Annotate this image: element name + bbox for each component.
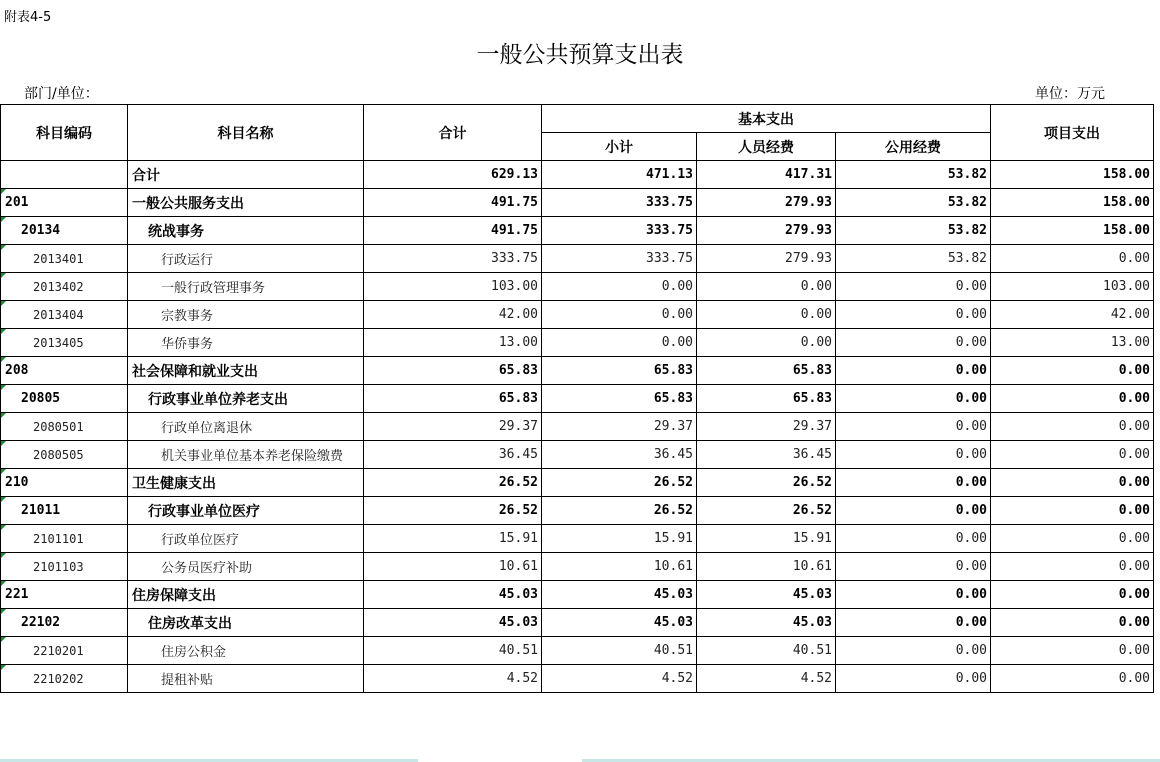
cell-project[interactable]: 0.00	[991, 637, 1154, 665]
cell-code[interactable]: 201	[1, 189, 128, 217]
cell-public[interactable]: 53.82	[836, 161, 991, 189]
cell-total[interactable]: 333.75	[364, 245, 542, 273]
cell-project[interactable]: 103.00	[991, 273, 1154, 301]
cell-project[interactable]: 42.00	[991, 301, 1154, 329]
table-row	[1, 189, 1154, 217]
cell-subtotal[interactable]: 29.37	[542, 413, 697, 441]
page-title: 一般公共预算支出表	[476, 42, 684, 68]
cell-public[interactable]: 0.00	[836, 497, 991, 525]
cell-subtotal[interactable]: 65.83	[542, 357, 697, 385]
cell-personnel[interactable]: 45.03	[697, 609, 836, 637]
header-subtotal[interactable]: 小计	[542, 133, 697, 161]
cell-project[interactable]: 0.00	[991, 245, 1154, 273]
cell-subtotal[interactable]: 0.00	[542, 273, 697, 301]
budget-expenditure-table	[0, 104, 1154, 693]
header-name[interactable]: 科目名称	[128, 105, 364, 161]
cell-personnel[interactable]: 26.52	[697, 497, 836, 525]
cell-subtotal[interactable]: 333.75	[542, 245, 697, 273]
header-personnel[interactable]: 人员经费	[697, 133, 836, 161]
cell-name[interactable]: 社会保障和就业支出	[128, 357, 364, 385]
table-row	[1, 637, 1154, 665]
cell-personnel[interactable]: 10.61	[697, 553, 836, 581]
cell-personnel[interactable]: 0.00	[697, 329, 836, 357]
cell-public[interactable]: 0.00	[836, 301, 991, 329]
cell-code[interactable]: 2013401	[1, 245, 128, 273]
cell-code[interactable]: 210	[1, 469, 128, 497]
cell-code[interactable]: 2080501	[1, 413, 128, 441]
cell-personnel[interactable]: 4.52	[697, 665, 836, 693]
cell-subtotal[interactable]: 4.52	[542, 665, 697, 693]
cell-subtotal[interactable]: 36.45	[542, 441, 697, 469]
cell-project[interactable]: 0.00	[991, 609, 1154, 637]
header-total[interactable]: 合计	[364, 105, 542, 161]
cell-code[interactable]: 20134	[1, 217, 128, 245]
cell-public[interactable]: 0.00	[836, 357, 991, 385]
cell-total[interactable]: 29.37	[364, 413, 542, 441]
cell-code[interactable]: 22102	[1, 609, 128, 637]
cell-project[interactable]: 158.00	[991, 189, 1154, 217]
header-project-expenditure[interactable]: 项目支出	[991, 105, 1154, 161]
department-label: 部门/单位：	[24, 86, 99, 102]
cell-project[interactable]: 0.00	[991, 525, 1154, 553]
cell-personnel[interactable]: 417.31	[697, 161, 836, 189]
cell-code[interactable]: 21011	[1, 497, 128, 525]
cell-public[interactable]: 53.82	[836, 245, 991, 273]
cell-total[interactable]: 36.45	[364, 441, 542, 469]
cell-public[interactable]: 53.82	[836, 217, 991, 245]
cell-code[interactable]: 2210201	[1, 637, 128, 665]
cell-personnel[interactable]: 15.91	[697, 525, 836, 553]
cell-name[interactable]: 一般公共服务支出	[128, 189, 364, 217]
cell-total[interactable]: 42.00	[364, 301, 542, 329]
cell-code[interactable]: 2101101	[1, 525, 128, 553]
cell-name[interactable]: 行政运行	[128, 245, 364, 273]
cell-name[interactable]: 行政单位离退休	[128, 413, 364, 441]
table-row	[1, 609, 1154, 637]
table-header	[1, 105, 1154, 161]
cell-public[interactable]: 0.00	[836, 273, 991, 301]
cell-subtotal[interactable]: 15.91	[542, 525, 697, 553]
cell-total[interactable]: 4.52	[364, 665, 542, 693]
table-row	[1, 497, 1154, 525]
cell-code[interactable]: 2013402	[1, 273, 128, 301]
cell-public[interactable]: 0.00	[836, 525, 991, 553]
cell-project[interactable]: 158.00	[991, 161, 1154, 189]
cell-total[interactable]: 40.51	[364, 637, 542, 665]
cell-code[interactable]: 20805	[1, 385, 128, 413]
cell-name[interactable]: 公务员医疗补助	[128, 553, 364, 581]
cell-project[interactable]: 0.00	[991, 497, 1154, 525]
cell-personnel[interactable]: 279.93	[697, 245, 836, 273]
cell-public[interactable]: 0.00	[836, 441, 991, 469]
cell-project[interactable]: 0.00	[991, 357, 1154, 385]
cell-personnel[interactable]: 26.52	[697, 469, 836, 497]
cell-name[interactable]: 提租补贴	[128, 665, 364, 693]
cell-code[interactable]: 2210202	[1, 665, 128, 693]
table-row	[1, 329, 1154, 357]
cell-public[interactable]: 0.00	[836, 665, 991, 693]
cell-total[interactable]: 491.75	[364, 217, 542, 245]
cell-code[interactable]: 2101103	[1, 553, 128, 581]
cell-name[interactable]: 一般行政管理事务	[128, 273, 364, 301]
cell-public[interactable]: 0.00	[836, 469, 991, 497]
cell-name[interactable]: 合计	[128, 161, 364, 189]
table-row	[1, 357, 1154, 385]
table-row	[1, 469, 1154, 497]
cell-project[interactable]: 0.00	[991, 665, 1154, 693]
cell-total[interactable]: 10.61	[364, 553, 542, 581]
cell-name[interactable]: 卫生健康支出	[128, 469, 364, 497]
cell-code[interactable]: 2080505	[1, 441, 128, 469]
header-code[interactable]: 科目编码	[1, 105, 128, 161]
cell-personnel[interactable]: 29.37	[697, 413, 836, 441]
cell-subtotal[interactable]: 26.52	[542, 497, 697, 525]
cell-project[interactable]: 0.00	[991, 413, 1154, 441]
cell-subtotal[interactable]: 10.61	[542, 553, 697, 581]
cell-project[interactable]: 0.00	[991, 385, 1154, 413]
table-row	[1, 413, 1154, 441]
cell-subtotal[interactable]: 45.03	[542, 609, 697, 637]
cell-code[interactable]	[1, 161, 128, 189]
cell-public[interactable]: 0.00	[836, 385, 991, 413]
cell-subtotal[interactable]: 471.13	[542, 161, 697, 189]
cell-name[interactable]: 行政单位医疗	[128, 525, 364, 553]
cell-public[interactable]: 0.00	[836, 609, 991, 637]
table-row	[1, 301, 1154, 329]
table-row	[1, 665, 1154, 693]
cell-total[interactable]: 65.83	[364, 357, 542, 385]
cell-personnel[interactable]: 65.83	[697, 357, 836, 385]
cell-code[interactable]: 2013404	[1, 301, 128, 329]
cell-project[interactable]: 13.00	[991, 329, 1154, 357]
cell-project[interactable]: 0.00	[991, 441, 1154, 469]
table-row	[1, 525, 1154, 553]
cell-subtotal[interactable]: 65.83	[542, 385, 697, 413]
cell-name[interactable]: 行政事业单位养老支出	[128, 385, 364, 413]
cell-subtotal[interactable]: 45.03	[542, 581, 697, 609]
cell-personnel[interactable]: 279.93	[697, 189, 836, 217]
table-body	[1, 161, 1154, 693]
cell-name[interactable]: 华侨事务	[128, 329, 364, 357]
cell-personnel[interactable]: 0.00	[697, 273, 836, 301]
cell-project[interactable]: 0.00	[991, 469, 1154, 497]
table-row	[1, 217, 1154, 245]
cell-project[interactable]: 0.00	[991, 581, 1154, 609]
cell-total[interactable]: 491.75	[364, 189, 542, 217]
cell-public[interactable]: 0.00	[836, 413, 991, 441]
cell-total[interactable]: 45.03	[364, 581, 542, 609]
cell-personnel[interactable]: 65.83	[697, 385, 836, 413]
cell-name[interactable]: 宗教事务	[128, 301, 364, 329]
cell-public[interactable]: 0.00	[836, 637, 991, 665]
table-row	[1, 245, 1154, 273]
cell-code[interactable]: 208	[1, 357, 128, 385]
cell-total[interactable]: 65.83	[364, 385, 542, 413]
table-row	[1, 385, 1154, 413]
cell-code[interactable]: 221	[1, 581, 128, 609]
table-row	[1, 553, 1154, 581]
cell-subtotal[interactable]: 0.00	[542, 329, 697, 357]
cell-subtotal[interactable]: 0.00	[542, 301, 697, 329]
cell-public[interactable]: 0.00	[836, 329, 991, 357]
cell-public[interactable]: 0.00	[836, 553, 991, 581]
cell-subtotal[interactable]: 40.51	[542, 637, 697, 665]
unit-label: 单位：万元	[1035, 86, 1105, 102]
cell-name[interactable]: 住房改革支出	[128, 609, 364, 637]
cell-personnel[interactable]: 45.03	[697, 581, 836, 609]
cell-name[interactable]: 住房保障支出	[128, 581, 364, 609]
table-row	[1, 161, 1154, 189]
cell-total[interactable]: 629.13	[364, 161, 542, 189]
table-row	[1, 273, 1154, 301]
cell-public[interactable]: 53.82	[836, 189, 991, 217]
cell-personnel[interactable]: 0.00	[697, 301, 836, 329]
cell-total[interactable]: 15.91	[364, 525, 542, 553]
cell-name[interactable]: 行政事业单位医疗	[128, 497, 364, 525]
cell-name[interactable]: 住房公积金	[128, 637, 364, 665]
header-public[interactable]: 公用经费	[836, 133, 991, 161]
cell-personnel[interactable]: 40.51	[697, 637, 836, 665]
table-row	[1, 581, 1154, 609]
cell-total[interactable]: 26.52	[364, 469, 542, 497]
cell-total[interactable]: 103.00	[364, 273, 542, 301]
cell-name[interactable]: 机关事业单位基本养老保险缴费	[128, 441, 364, 469]
cell-personnel[interactable]: 279.93	[697, 217, 836, 245]
cell-subtotal[interactable]: 333.75	[542, 189, 697, 217]
cell-subtotal[interactable]: 333.75	[542, 217, 697, 245]
cell-subtotal[interactable]: 26.52	[542, 469, 697, 497]
cell-project[interactable]: 0.00	[991, 553, 1154, 581]
cell-name[interactable]: 统战事务	[128, 217, 364, 245]
cell-personnel[interactable]: 36.45	[697, 441, 836, 469]
cell-public[interactable]: 0.00	[836, 581, 991, 609]
table-number-label: 附表4-5	[4, 10, 52, 25]
cell-project[interactable]: 158.00	[991, 217, 1154, 245]
cell-total[interactable]: 13.00	[364, 329, 542, 357]
cell-total[interactable]: 26.52	[364, 497, 542, 525]
table-row	[1, 441, 1154, 469]
cell-code[interactable]: 2013405	[1, 329, 128, 357]
cell-total[interactable]: 45.03	[364, 609, 542, 637]
header-basic-expenditure[interactable]: 基本支出	[542, 105, 991, 133]
